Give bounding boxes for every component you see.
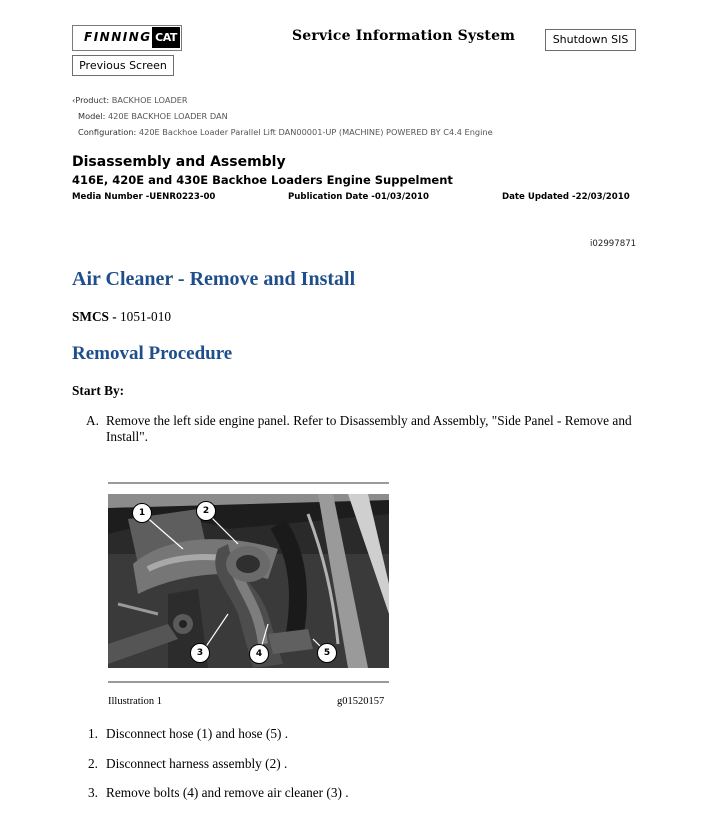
callout-4: 4 <box>249 644 269 664</box>
smcs-row <box>72 309 171 325</box>
previous-screen-button[interactable]: Previous Screen <box>72 55 174 76</box>
illustration-photo <box>108 494 389 668</box>
step-3-text: Remove bolts (4) and remove air cleaner (3) . <box>106 785 349 800</box>
step-3-number: 3. <box>88 785 98 800</box>
page-heading: Air Cleaner - Remove and Install <box>72 268 356 290</box>
step-1-number: 1. <box>88 726 98 741</box>
illustration-top-rule <box>108 482 389 484</box>
section-heading: Removal Procedure <box>72 343 233 364</box>
product-row <box>72 95 188 105</box>
document-title: Disassembly and Assembly <box>72 154 286 170</box>
shutdown-sis-button[interactable]: Shutdown SIS <box>545 29 636 51</box>
model-label: Model: <box>78 111 106 121</box>
publication-date: Publication Date -01/03/2010 <box>288 192 429 202</box>
configuration-row <box>78 127 493 137</box>
step-2-text: Disconnect harness assembly (2) . <box>106 756 288 771</box>
system-title: Service Information System <box>292 28 516 44</box>
callout-5: 5 <box>317 643 337 663</box>
step-1-text: Disconnect hose (1) and hose (5) . <box>106 726 289 741</box>
breadcrumb-chevron-icon: ‹ <box>72 95 76 105</box>
media-number: Media Number -UENR0223-00 <box>72 192 216 202</box>
product-value: BACKHOE LOADER <box>111 95 188 105</box>
callout-1: 1 <box>132 503 152 523</box>
cat-logo-badge: CAT <box>152 27 180 48</box>
callout-3: 3 <box>190 643 210 663</box>
step-2-number: 2. <box>88 756 98 771</box>
finning-logo-text: FINNING <box>84 30 152 44</box>
callout-2: 2 <box>196 501 216 521</box>
illustration-caption: Illustration 1 <box>108 696 162 707</box>
document-subtitle: 416E, 420E and 430E Backhoe Loaders Engine Suppelment <box>72 173 453 187</box>
smcs-label: SMCS - <box>72 309 117 324</box>
model-row <box>78 111 228 121</box>
product-label: Product: <box>75 95 110 105</box>
start-step-text: Remove the left side engine panel. Refer to Disassembly and Assembly, "Side Panel - Remove and Install". <box>106 413 632 444</box>
configuration-label: Configuration: <box>78 127 137 137</box>
document-id: i02997871 <box>590 239 637 249</box>
date-updated: Date Updated -22/03/2010 <box>502 192 630 202</box>
start-by-label: Start By: <box>72 383 125 398</box>
model-value: 420E BACKHOE LOADER DAN <box>107 111 228 121</box>
illustration-graphic-id: g01520157 <box>337 696 385 707</box>
illustration-bottom-rule <box>108 681 389 683</box>
smcs-value: 1051-010 <box>120 309 171 324</box>
configuration-value: 420E Backhoe Loader Parallel Lift DAN00001-UP (MACHINE) POWERED BY C4.4 Engine <box>138 127 493 137</box>
start-step-letter: A. <box>86 413 99 428</box>
